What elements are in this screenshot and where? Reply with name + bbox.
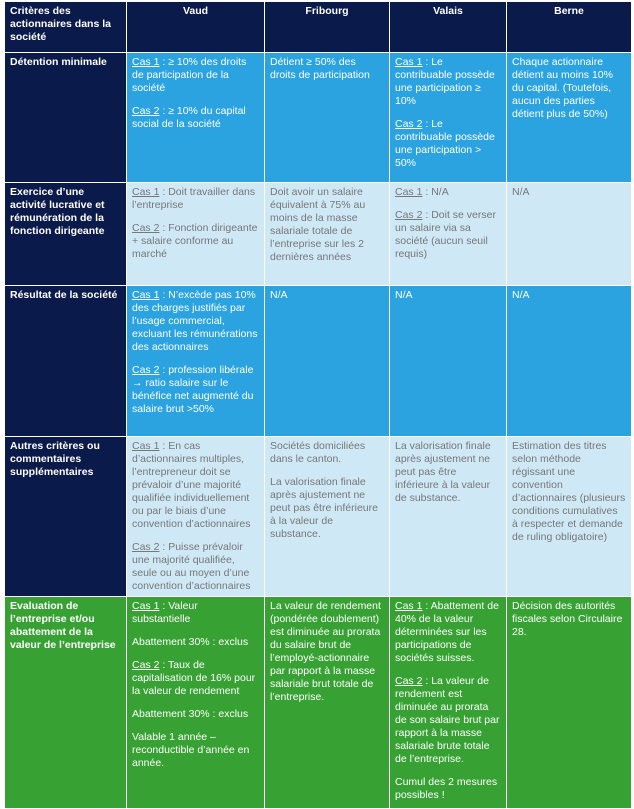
- table-cell: [265, 183, 390, 286]
- table-cell: [390, 53, 507, 183]
- cell-text: : Fonction dirigeante + salaire conforme au marché: [132, 222, 258, 260]
- table-cell: [390, 286, 507, 437]
- cell-paragraph: [270, 56, 384, 82]
- cell-paragraph: [132, 600, 259, 626]
- cell-text: : profession libérale → ratio salaire sur le bénéfice net augmenté du salaire brut >50%: [132, 364, 254, 415]
- cell-paragraph: [270, 289, 384, 302]
- cell-text: N/A: [512, 289, 530, 301]
- row-header: Résultat de la société: [5, 286, 127, 437]
- cell-paragraph: [132, 186, 259, 212]
- case-label: Cas 2: [132, 222, 160, 234]
- criteria-table: [4, 1, 632, 809]
- cell-text: Estimation des titres selon méthode régissant une convention d’actionnaires (plusieurs conditions cumulatives à respecter et demande de ruling obligatoire): [512, 440, 626, 543]
- cell-paragraph: [395, 118, 501, 170]
- cell-text: : ≥ 10% du capital social de la société: [132, 105, 246, 130]
- table-cell: [265, 437, 390, 597]
- table-cell: [507, 53, 632, 183]
- row-header: Evaluation de l’entreprise et/ou abattement de la valeur de l’entreprise: [5, 597, 127, 809]
- case-label: Cas 1: [132, 186, 160, 198]
- row-header: Détention minimale: [5, 53, 127, 183]
- cell-text: : La valeur de rendement est diminuée au prorata de son salaire brut par rapport à la masse salariale brute totale de l’entreprise.: [395, 675, 500, 765]
- cell-text: Valable 1 année – reconductible d’année en année.: [132, 731, 250, 769]
- table-cell: [127, 437, 265, 597]
- cell-paragraph: [132, 56, 259, 95]
- row-header: Exercice d’une activité lucrative et rémunération de la fonction dirigeante: [5, 183, 127, 286]
- table-cell: [265, 597, 390, 809]
- cell-paragraph: [132, 659, 259, 698]
- cell-text: : Doit se verser un salaire via sa société (aucun seuil requis): [395, 209, 496, 260]
- case-label: Cas 1: [132, 600, 160, 612]
- cell-paragraph: [270, 600, 384, 704]
- cell-paragraph: [395, 56, 501, 108]
- cell-text: Abattement 30% : exclus: [132, 636, 249, 648]
- column-header: Critères des actionnaires dans la société: [5, 2, 127, 53]
- cell-paragraph: [395, 675, 501, 766]
- cell-paragraph: [132, 222, 259, 261]
- cell-paragraph: [270, 186, 384, 264]
- cell-paragraph: [395, 289, 501, 302]
- header-row: [5, 2, 632, 53]
- table-row: [5, 53, 632, 183]
- cell-paragraph: [395, 186, 501, 199]
- case-label: Cas 1: [395, 186, 423, 198]
- table-row: [5, 183, 632, 286]
- table-row: [5, 437, 632, 597]
- cell-paragraph: [132, 708, 259, 721]
- table-cell: [265, 53, 390, 183]
- cell-text: : Puisse prévaloir une majorité qualifiée, seule ou au moyen d’une convention d’actionnaires: [132, 541, 251, 592]
- column-header: Vaud: [127, 2, 265, 53]
- cell-text: La valorisation finale après ajustement ne peut pas être inférieure à la valeur de substance.: [395, 440, 491, 504]
- row-header: Autres critères ou commentaires supplémentaires: [5, 437, 127, 597]
- cell-text: N/A: [512, 186, 530, 198]
- column-header: Fribourg: [265, 2, 390, 53]
- case-label: Cas 2: [132, 364, 160, 376]
- cell-paragraph: [512, 440, 626, 544]
- cell-text: La valeur de rendement (pondérée doublement) est diminuée au prorata du salaire brut de l’employé-actionnaire par rapport à la masse salariale brut totale de l’entreprise.: [270, 600, 381, 703]
- case-label: Cas 2: [395, 675, 423, 687]
- table-cell: [507, 286, 632, 437]
- case-label: Cas 2: [395, 209, 423, 221]
- cell-paragraph: [132, 440, 259, 531]
- case-label: Cas 2: [132, 659, 160, 671]
- cell-text: : Le contribuable possède une participation > 50%: [395, 118, 495, 169]
- table-row: [5, 597, 632, 809]
- cell-paragraph: [512, 600, 626, 639]
- case-label: Cas 1: [132, 56, 160, 68]
- cell-paragraph: [512, 56, 626, 121]
- cell-text: : N’excède pas 10% des charges justifiés par l’usage commercial, excluant les rémunérations des actionnaires: [132, 289, 258, 353]
- cell-paragraph: [270, 476, 384, 541]
- table-cell: [507, 597, 632, 809]
- cell-text: Abattement 30% : exclus: [132, 708, 249, 720]
- cell-text: N/A: [270, 289, 288, 301]
- case-label: Cas 2: [132, 541, 160, 553]
- cell-paragraph: [512, 186, 626, 199]
- cell-paragraph: [132, 105, 259, 131]
- cell-paragraph: [132, 731, 259, 770]
- cell-paragraph: [395, 600, 501, 665]
- cell-text: : Le contribuable possède une participation ≥ 10%: [395, 56, 495, 107]
- case-label: Cas 1: [132, 289, 160, 301]
- case-label: Cas 1: [395, 600, 423, 612]
- cell-paragraph: [395, 440, 501, 505]
- cell-paragraph: [395, 776, 501, 802]
- table-cell: [507, 183, 632, 286]
- cell-paragraph: [270, 440, 384, 466]
- cell-paragraph: [132, 289, 259, 354]
- table-cell: [390, 183, 507, 286]
- cell-text: Décision des autorités fiscales selon Circulaire 28.: [512, 600, 623, 638]
- cell-paragraph: [132, 364, 259, 416]
- cell-paragraph: [512, 289, 626, 302]
- cell-text: La valorisation finale après ajustement ne peut pas être inférieure à la valeur de substance.: [270, 476, 378, 540]
- cell-paragraph: [132, 636, 259, 649]
- table-cell: [390, 437, 507, 597]
- cell-text: : Valeur substantielle: [132, 600, 198, 625]
- cell-text: Doit avoir un salaire équivalent à 75% au moins de la masse salariale totale de l’entreprise sur les 2 dernières années: [270, 186, 366, 263]
- table-cell: [127, 53, 265, 183]
- cell-text: Sociétés domiciliées dans le canton.: [270, 440, 366, 465]
- table-cell: [265, 286, 390, 437]
- cell-text: N/A: [395, 289, 413, 301]
- case-label: Cas 1: [395, 56, 423, 68]
- cell-text: : Doit travailler dans l’entreprise: [132, 186, 256, 211]
- table-cell: [127, 597, 265, 809]
- column-header: Berne: [507, 2, 632, 53]
- table-cell: [127, 286, 265, 437]
- cell-text: : ≥ 10% des droits de participation de la société: [132, 56, 247, 94]
- cell-text: Détient ≥ 50% des droits de participation: [270, 56, 370, 81]
- cell-text: Cumul des 2 mesures possibles !: [395, 776, 498, 801]
- cell-paragraph: [132, 541, 259, 593]
- case-label: Cas 2: [132, 105, 160, 117]
- cell-text: : En cas d’actionnaires multiples, l’entrepreneur doit se prévaloir d’une majorité qualifiée individuellement ou par le biais d’une convention d’actionnaires: [132, 440, 251, 530]
- table-cell: [507, 437, 632, 597]
- table-body: [5, 53, 632, 809]
- cell-text: Chaque actionnaire détient au moins 10% du capital. (Toutefois, aucun des parties détient plus de 50%): [512, 56, 613, 120]
- case-label: Cas 2: [395, 118, 423, 130]
- cell-text: : Abattement de 40% de la valeur déterminées sur les participations de sociétés suisses.: [395, 600, 499, 664]
- table-row: [5, 286, 632, 437]
- case-label: Cas 1: [132, 440, 160, 452]
- cell-text: : Taux de capitalisation de 16% pour la valeur de rendement: [132, 659, 256, 697]
- cell-text: : N/A: [422, 186, 449, 198]
- column-header: Valais: [390, 2, 507, 53]
- table-cell: [127, 183, 265, 286]
- table-cell: [390, 597, 507, 809]
- cell-paragraph: [395, 209, 501, 261]
